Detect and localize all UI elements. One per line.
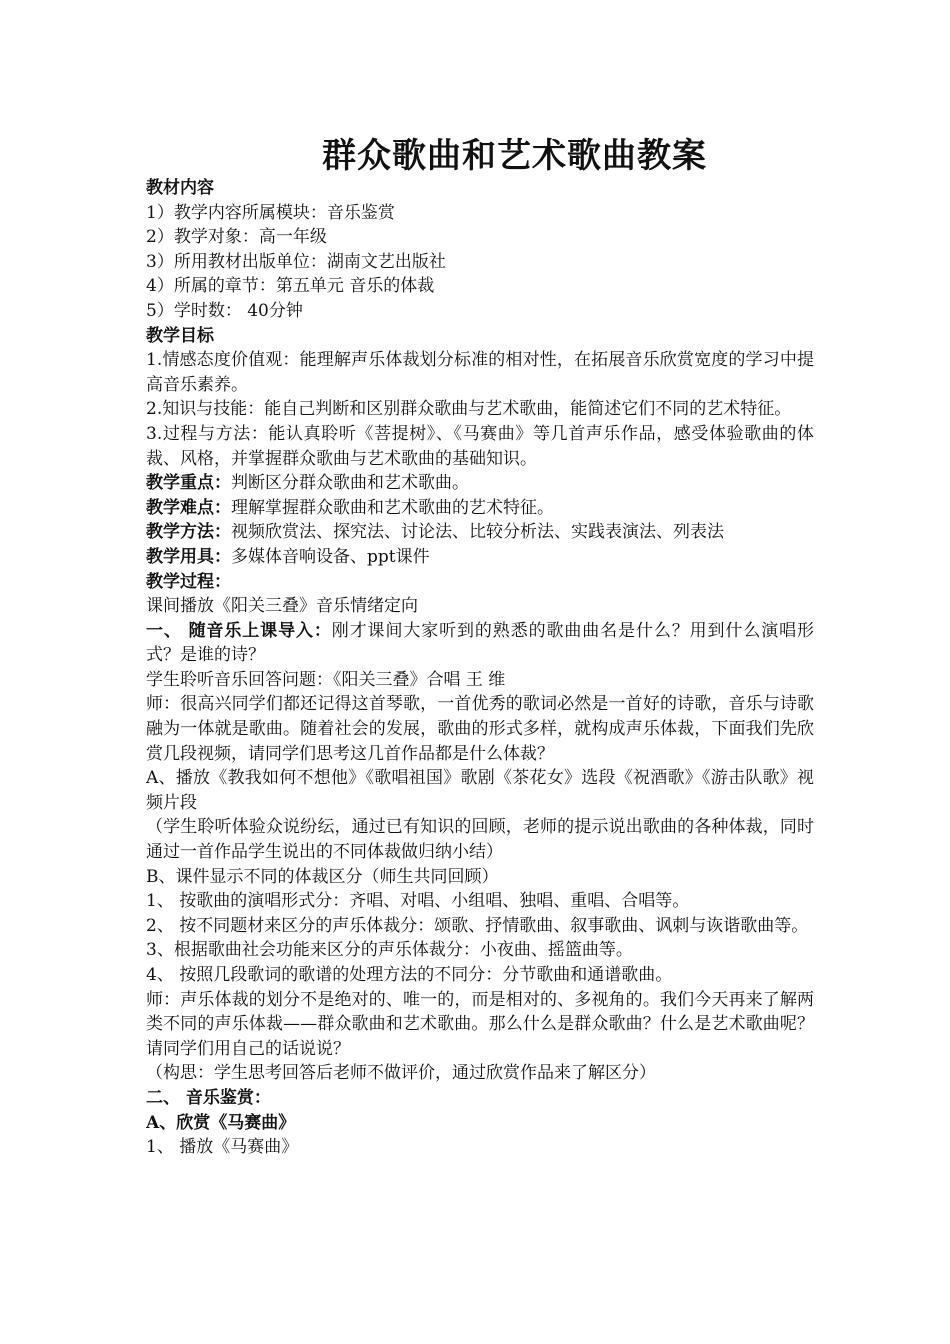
text-line xyxy=(146,250,814,275)
text-line xyxy=(146,988,814,1062)
text-line xyxy=(146,619,814,668)
text-line xyxy=(146,299,814,324)
line-text: 1、 按歌曲的演唱形式分：齐唱、对唱、小组唱、独唱、重唱、合唱等。 xyxy=(146,891,690,912)
text-line xyxy=(146,594,814,619)
line-text: 3）所用教材出版单位：湖南文艺出版社 xyxy=(146,251,446,272)
text-line xyxy=(146,201,814,226)
text-line xyxy=(146,668,814,693)
text-line xyxy=(146,348,814,397)
text-line xyxy=(146,963,814,988)
line-text: 2.知识与技能：能自己判断和区别群众歌曲与艺术歌曲，能简述它们不同的艺术特征。 xyxy=(146,399,792,420)
bold-heading: A、欣赏《马赛曲》 xyxy=(146,1112,296,1133)
page-title: 群众歌曲和艺术歌曲教案 xyxy=(322,136,707,176)
line-text: 视频欣赏法、探究法、讨论法、比较分析法、实践表演法、列表法 xyxy=(231,522,724,543)
line-text: 多媒体音响设备、ppt课件 xyxy=(231,546,430,567)
text-line xyxy=(146,324,814,349)
text-line xyxy=(146,471,814,496)
line-text: 2）教学对象：高一年级 xyxy=(146,227,327,248)
line-text: 1、 播放《马赛曲》 xyxy=(146,1137,299,1158)
text-line xyxy=(146,938,814,963)
text-line xyxy=(146,1061,814,1086)
line-text: 3、根据歌曲社会功能来区分的声乐体裁分：小夜曲、摇篮曲等。 xyxy=(146,940,633,961)
line-text: 刚才课间大家听到的熟悉的歌曲曲名是什么？用到什么演唱形式？是谁的诗？ xyxy=(146,620,814,666)
line-text: A、播放《教我如何不想他》《歌唱祖国》歌剧《茶花女》选段《祝酒歌》《游击队歌》视频片段 xyxy=(146,768,814,813)
text-line xyxy=(146,274,814,299)
text-line xyxy=(146,865,814,890)
line-text: 4、 按照几段歌词的歌谱的处理方法的不同分：分节歌曲和通谱歌曲。 xyxy=(146,965,673,985)
line-text: 5）学时数： 40分钟 xyxy=(146,300,303,321)
line-text: 1.情感态度价值观：能理解声乐体裁划分标准的相对性，在拓展音乐欣赏宽度的学习中提高音乐素养。 xyxy=(146,350,814,395)
text-line xyxy=(146,397,814,422)
bold-heading: 一、 随音乐上课导入： xyxy=(146,620,332,641)
text-line xyxy=(146,496,814,521)
line-text: 课间播放《阳关三叠》音乐情绪定向 xyxy=(146,596,418,617)
text-line xyxy=(146,692,814,766)
line-text: 学生聆听音乐回答问题：《阳关三叠》合唱 王 维 xyxy=(146,669,506,690)
bold-heading: 二、 音乐鉴赏： xyxy=(146,1087,271,1108)
text-line xyxy=(146,176,814,201)
line-text: 判断区分群众歌曲和艺术歌曲。 xyxy=(231,473,469,494)
text-line xyxy=(146,520,814,545)
line-text: 理解掌握群众歌曲和艺术歌曲的艺术特征。 xyxy=(231,497,554,518)
line-text: 师：很高兴同学们都还记得这首琴歌，一首优秀的歌词必然是一首好的诗歌，音乐与诗歌融为一体就是歌曲。随着社会的发展，歌曲的形式多样，就构成声乐体裁，下面我们先欣赏几段视频，请同学们思考这几首作品都是什么体裁？ xyxy=(146,694,814,764)
text-line xyxy=(146,766,814,815)
text-line xyxy=(146,225,814,250)
line-text: 4）所属的章节：第五单元 音乐的体裁 xyxy=(146,276,435,297)
bold-heading: 教学难点： xyxy=(146,497,231,518)
line-text: B、课件显示不同的体裁区分（师生共同回顾） xyxy=(146,866,499,887)
bold-heading: 教学过程： xyxy=(146,571,231,592)
text-line xyxy=(146,422,814,471)
text-line xyxy=(146,914,814,939)
line-text: 1）教学内容所属模块：音乐鉴赏 xyxy=(146,202,395,223)
text-line xyxy=(146,1086,814,1111)
text-line xyxy=(146,815,814,864)
bold-heading: 教学用具： xyxy=(146,546,231,567)
text-line xyxy=(146,1135,814,1160)
text-line xyxy=(146,1111,814,1136)
line-text: 师：声乐体裁的划分不是绝对的、唯一的，而是相对的、多视角的。我们今天再来了解两类不同的声乐体裁——群众歌曲和艺术歌曲。那么什么是群众歌曲？什么是艺术歌曲呢？请同学们用自己的话说说？ xyxy=(146,989,814,1059)
line-text: 2、 按不同题材来区分的声乐体裁分：颂歌、抒情歌曲、叙事歌曲、讽刺与诙谐歌曲等。 xyxy=(146,915,809,936)
line-text: （学生聆听体验众说纷纭，通过已有知识的回顾，老师的提示说出歌曲的各种体裁，同时通过一首作品学生说出的不同体裁做归纳小结） xyxy=(146,817,814,863)
bold-heading: 教学重点： xyxy=(146,473,231,494)
line-text: （构思：学生思考回答后老师不做评价，通过欣赏作品来了解区分） xyxy=(146,1063,656,1084)
bold-heading: 教材内容 xyxy=(146,178,214,198)
bold-heading: 教学目标 xyxy=(146,325,214,346)
bold-heading: 教学方法： xyxy=(146,522,231,543)
document-body xyxy=(146,176,814,1160)
line-text: 3.过程与方法：能认真聆听《菩提树》、《马赛曲》等几首声乐作品，感受体验歌曲的体裁、风格，并掌握群众歌曲与艺术歌曲的基础知识。 xyxy=(146,423,814,469)
text-line xyxy=(146,570,814,595)
text-line xyxy=(146,545,814,570)
text-line xyxy=(146,889,814,914)
